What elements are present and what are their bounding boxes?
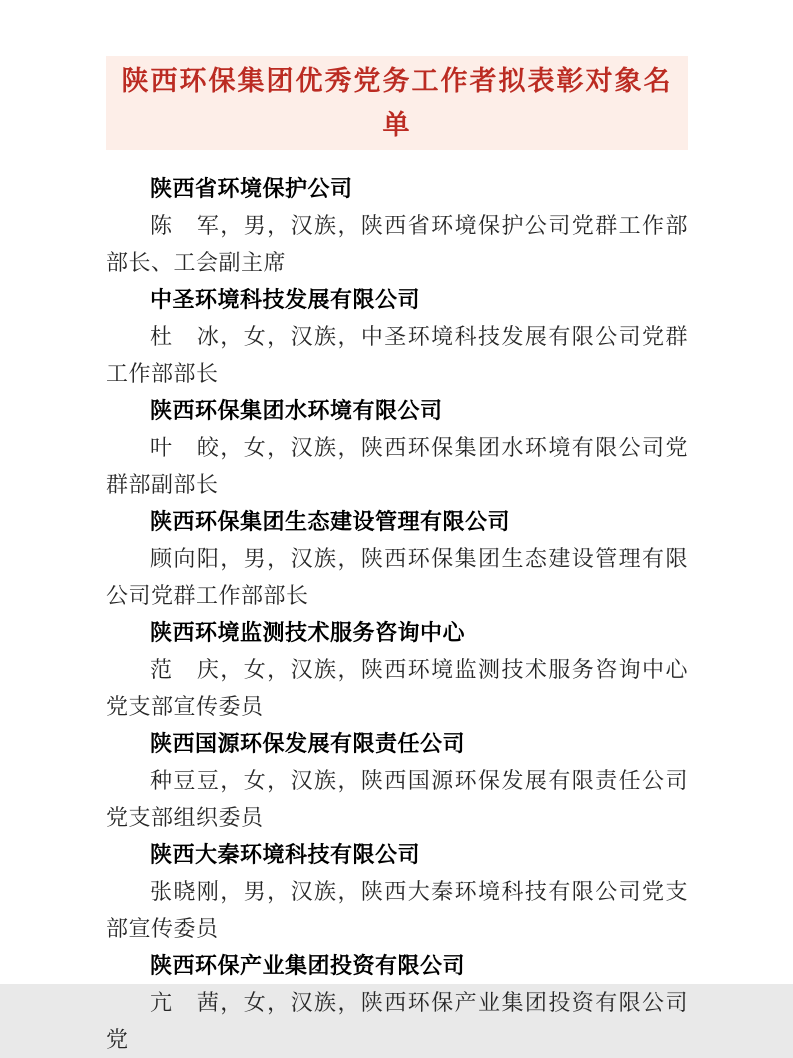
person-entry: 杜 冰，女，汉族，中圣环境科技发展有限公司党群工作部部长 xyxy=(106,324,688,386)
person-entry: 叶 皎，女，汉族，陕西环保集团水环境有限公司党群部副部长 xyxy=(106,435,688,497)
document-title xyxy=(106,56,688,150)
person-entry: 张晓刚，男，汉族，陕西大秦环境科技有限公司党支部宣传委员 xyxy=(106,879,688,941)
sections-container xyxy=(106,170,688,1058)
person-entry: 亢 茜，女，汉族，陕西环保产业集团投资有限公司党 xyxy=(106,990,688,1052)
person-entry: 范 庆，女，汉族，陕西环境监测技术服务咨询中心党支部宣传委员 xyxy=(106,657,688,719)
commendation-section xyxy=(106,947,688,1058)
commendation-section xyxy=(106,281,688,392)
commendation-section xyxy=(106,614,688,725)
commendation-section xyxy=(106,725,688,836)
commendation-section xyxy=(106,392,688,503)
company-heading: 陕西环保集团生态建设管理有限公司 xyxy=(150,509,511,534)
company-heading: 陕西环保集团水环境有限公司 xyxy=(150,398,443,423)
commendation-section xyxy=(106,503,688,614)
company-heading: 陕西环保产业集团投资有限公司 xyxy=(150,953,466,978)
commendation-section xyxy=(106,170,688,281)
person-entry: 陈 军，男，汉族，陕西省环境保护公司党群工作部部长、工会副主席 xyxy=(106,213,688,275)
document-title-text: 陕西环保集团优秀党务工作者拟表彰对象名单 xyxy=(106,56,688,150)
person-entry: 顾向阳，男，汉族，陕西环保集团生态建设管理有限公司党群工作部部长 xyxy=(106,546,688,608)
company-heading: 陕西大秦环境科技有限公司 xyxy=(150,842,421,867)
company-heading: 中圣环境科技发展有限公司 xyxy=(150,287,421,312)
commendation-section xyxy=(106,836,688,947)
company-heading: 陕西环境监测技术服务咨询中心 xyxy=(150,620,466,645)
company-heading: 陕西国源环保发展有限责任公司 xyxy=(150,731,466,756)
person-entry: 种豆豆，女，汉族，陕西国源环保发展有限责任公司党支部组织委员 xyxy=(106,768,688,830)
company-heading: 陕西省环境保护公司 xyxy=(150,176,353,201)
